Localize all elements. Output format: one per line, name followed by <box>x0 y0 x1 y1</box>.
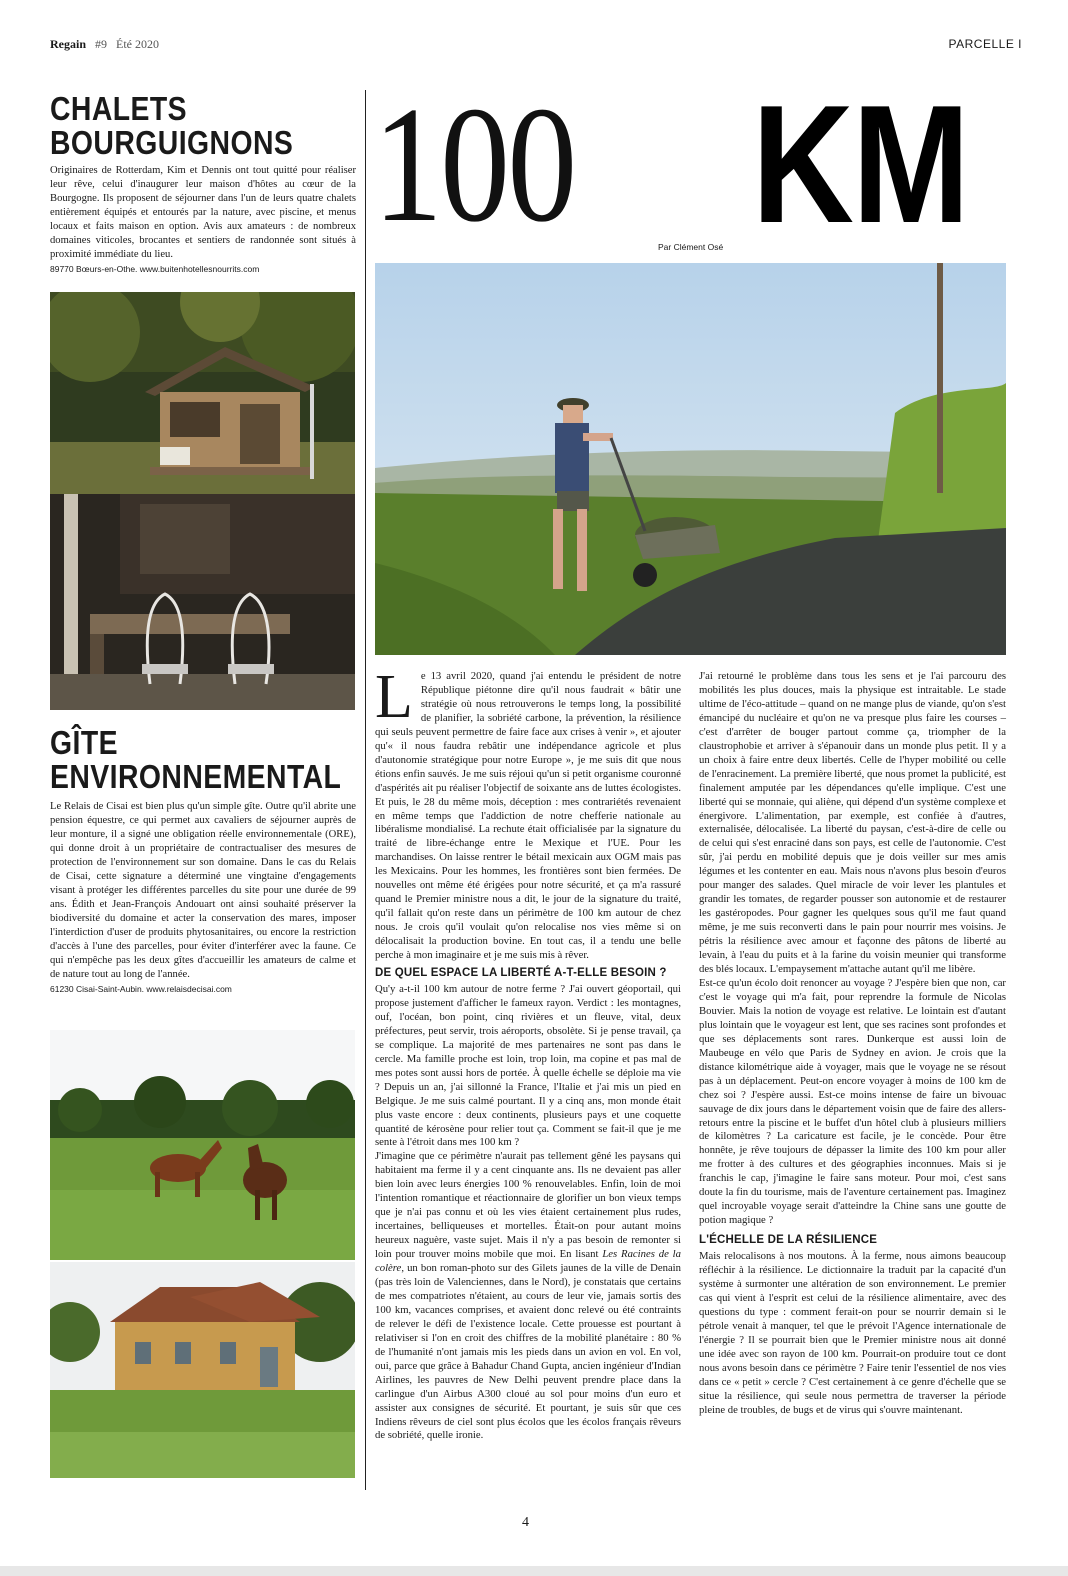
article-subheading: DE QUEL ESPACE LA LIBERTÉ A-T-ELLE BESOIN ? <box>375 967 667 980</box>
article-column-1 <box>375 663 681 1443</box>
terrace-photo <box>50 494 355 710</box>
sidebar-item-chalets <box>50 92 356 274</box>
article-paragraph <box>375 1150 681 1443</box>
paragraph-text: e 13 avril 2020, quand j'ai entendu le président de notre République piétonne dire qu'il nous faudrait « bâtir une stratégie où nous retrouverons le temps long, la possibilité de planifier, la sobriété carbone, la prévention, la résilience qui seuls peuvent permettre de faire face aux crises à venir », et ajouter qu'« il nous faudra rebâtir une indépendance agricole et plus d'autonomie stratégique pour notre Europe », je me suis dit que nous étions enfin sauvés. Je me suis réjoui qu'un si petit organisme couronné d'aspérités ait pu réaliser l'objectif de soixante ans de luttes écologistes. Et puis, le 28 du même mois, déception : mes contrariétés revenaient en même temps que l'addiction de notre chefferie nationale au libéralisme mondialisé. La rechute était officialisée par la signature du traité de libre-échange entre le Mexique et l'UE. Pour les marchandises. On laisse rentrer le bétail mexicain aux OGM mais pas les Mexicains. Pour les hommes, les frontières sont bien fermées. De nouvelles ont même été érigées pour notre sécurité, et ça m'a rassuré quand le Premier ministre nous a dit, le jour de la signature du traité, qu'il fallait qu'on reste dans un périmètre de 100 km autour de chez nous. Je crois qu'il voulait qu'on relocalise nos vies même si on délocalisait la production bovine. En tout cas, il a tendu une belle perche à mon imaginaire et je me suis mis à rêver. <box>375 670 681 962</box>
sidebar-title-line: ENVIRONNEMENTAL <box>50 758 342 795</box>
paragraph-text: J'imagine que ce périmètre n'aurait pas tellement gêné les paysans qui habitaient ma ferme il y a cent cinquante ans. Ils ne devaient pas aller bien loin avec leurs énergies 100 % renouvelables. Enfin, loin de moi l'intention romantique et réactionnaire de glorifier un bon vieux temps que je n'ai pas connu et où les vies étaient certainement plus rudes, incertaines, belliqueuses et mortelles. Était-on pour autant moins heureux naguère, vaste sujet. Mais il n'y a pas besoin de remonter si loin pour trouver moins mobile que moi. En lisant <box>375 1150 681 1261</box>
sidebar-address: 61230 Cisai-Saint-Aubin. www.relaisdecisai.com <box>50 984 232 994</box>
article-paragraph <box>375 663 681 963</box>
magazine-name: Regain <box>50 37 86 51</box>
masthead <box>50 37 159 52</box>
page-number: 4 <box>522 1515 529 1530</box>
column-divider <box>365 90 366 1490</box>
farmhouse-photo <box>50 1262 355 1478</box>
article-paragraph: J'ai retourné le problème dans tous les sens et je l'ai parcouru des mobilités les plus douces, mais la physique est intraitable. Le stade ultime de l'éco-attitude – quand on ne mange plus de viande, qu'on s'est émancipé du nucléaire et qu'on ne va presque plus faire les courses – c'est d'arrêter de bouger partout comme ça, triompher de la claustrophobie et arriver à s'épanouir dans un monde plus petit. Il y a un choix à faire entre deux libertés. Celle de l'hyper mobilité ou celle de l'enracinement. La première liberté, que nous promet la publicité, est finalement amputée par les dépendances qu'elle implique. C'est une liberté qui se monnaie, qui aliène, qui dépend d'un système complexe et énergivore. L'alimentation, par exemple, est confiée à d'autres, externalisée, délocalisée. La liberté du paysan, c'est-à-dire de celle ou de celui qui s'est enraciné dans son pays, est celle de l'autonomie. C'est sûr, j'ai perdu en mobilité depuis que je dois veiller sur mes amis légumes et les contenter en eau. Mais nous n'avons plus besoin d'euros pour manger des salades. Quel miracle de voir lever les plantules et grandir les tomates, de regarder pousser son autonomie et de restaurer les gastéropodes. Pour gagner les quelques sous qu'il me faut quand même, je me suis reconverti dans le pain pour nourrir mes voisins. Je pétris la résilience avec amour et façonne des pâtons de liberté au levain, à l'eau du puits et à la farine du voisin meunier qui transforme des blés locaux. L'empaysement m'attache autant qu'il me libère. <box>699 670 1006 976</box>
article-title-number: 100 <box>373 72 575 256</box>
sidebar-address: 89770 Bœurs-en-Othe. www.buitenhotellesnourrits.com <box>50 264 260 274</box>
article-column-2 <box>699 670 1006 1418</box>
page-edge <box>0 1566 1068 1576</box>
byline: Par Clément Osé <box>658 242 724 252</box>
article-title-unit: KM <box>752 70 969 258</box>
sidebar-title-line: GÎTE <box>50 724 118 761</box>
sidebar-item-gite <box>50 726 356 994</box>
article-subheading: L'ÉCHELLE DE LA RÉSILIENCE <box>699 1234 878 1247</box>
article-paragraph: Qu'y a-t-il 100 km autour de notre ferme ? J'ai ouvert géoportail, qui propose justement d'afficher le fameux rayon. Verdict : les montagnes, ouf, l'océan, bon point, cinq rivières et un fleuve, vital, deux préfectures, peut servir, trois aéroports, obsolète. Si je pense travail, ça se complique. La majorité de mes partenaires ne sont pas dans le cercle. Ma famille proche est loin, trop loin, ma copine et pas mal de mes potes sont aussi hors de portée. À quelle échelle se déploie ma vie ? Depuis un an, j'ai sillonné la France, l'Italie et j'ai mis un pied en Belgique. Je me suis calmé pourtant. Il y a cinq ans, mon monde était plus vaste encore : deux continents, plusieurs pays et une coquette quantité de kérosène pour relier tout ça. Comment se fait-il que je me sente à l'étroit dans mes 100 km ? <box>375 982 681 1149</box>
issue-number: #9 <box>95 37 107 51</box>
sidebar-title-line: BOURGUIGNONS <box>50 124 294 161</box>
drop-cap: L <box>375 663 413 731</box>
sidebar-title <box>50 724 342 795</box>
sidebar-body: Originaires de Rotterdam, Kim et Dennis ont tout quitté pour réaliser leur rêve, celui d'inaugurer leur maison d'hôtes au cœur de la Bourgogne. Ils proposent de séjourner dans l'un de leurs quatre chalets entièrement équipés et entourés par la nature, avec piscine, et menus locaux et faits maison en option. Avis aux amateurs : de nombreux domaines viticoles, brocantes et sentiers de randonnée sont situés à proximité immédiate du lieu. <box>50 165 356 260</box>
issue-season: Été 2020 <box>116 37 159 51</box>
sidebar-title-line: CHALETS <box>50 90 188 127</box>
section-label: PARCELLE I <box>948 37 1022 51</box>
book-title: Les Racines de la colère <box>375 1248 681 1275</box>
horses-photo <box>50 1030 355 1260</box>
hero-photo <box>375 263 1006 655</box>
chalet-photo <box>50 292 355 494</box>
article-paragraph: Mais relocalisons à nos moutons. À la ferme, nous aimons beaucoup réfléchir à la résilience. Le dictionnaire la traduit par la capacité d'un système à surmonter une altération de son environnement. Le premier cas qui vient à l'esprit est celui de la résilience alimentaire, avec des questions du type : comment ferait-on pour se nourrir demain si le pétrole venait à manquer, tel que le prévoit l'Agence internationale de l'énergie ? Il se pourrait bien que le Premier ministre nous ait donné une idée avec son rayon de 100 km. Pourrait-on produire tout ce dont nous avons besoin dans ce périmètre ? Faire tenir l'essentiel de nos vies dans ce « petit » cercle ? C'est certainement à ce genre d'échelle que se situe la résilience, qui seule nous permettra de traverser la période pleine de troubles, de bugs et de virus qui s'ouvre maintenant. <box>699 1250 1006 1416</box>
paragraph-text: , un bon roman-photo sur des Gilets jaunes de la ville de Denain (pas très loin de Valenciennes, dans le Nord), je constatais que certains de mes compatriotes n'étaient, au cours de leur vie, jamais sortis des 100 km, vacances comprises, et avaient donc relevé ou été contraints de relever le défi de l'existence locale. Cette prouesse est pourtant à relativiser si l'on en croit des chiffres de la mobilité planétaire : 80 % de l'humanité n'ont jamais mis les pieds dans un avion en vol. En vol, oui, parce que grâce à Bahadur Chand Gupta, ancien ingénieur d'Indian Airlines, les pauvres de New Delhi peuvent prendre place dans la carlingue d'un Airbus A300 cloué au sol pour moins d'un euro et assister aux consignes de sécurité. Et pourtant, je suis sûr que ces Indiens rêveurs de ciel sont plus écolos que les écolos français rêveurs de sobriété, quelle ironie. <box>375 1262 681 1442</box>
sidebar-title <box>50 92 313 160</box>
sidebar-body: Le Relais de Cisai est bien plus qu'un simple gîte. Outre qu'il abrite une pension équestre, ce qui permet aux cavaliers de séjourner auprès de leur monture, il a signé une obligation réelle environnementale (ORE), qui donne droit à un propriétaire de contractualiser des mesures de protection de l'environnement sur son domaine. Dans le cas du Relais de Cisai, cette signature a déterminé une vingtaine d'engagements visant à protéger les différentes parcelles du site pour une durée de 99 ans. Édith et Jean-François Andouart ont ainsi souhaité préserver la biodiversité du domaine et acter la conservation des mares, imposer l'interdiction d'user de produits phytosanitaires, ou encore la restriction d'accès à l'une des parcelles, pour éviter d'interférer avec la faune. Ce qui n'empêche pas les deux gîtes d'accueillir les amateurs de calme et de nature tout au long de l'année. <box>50 801 356 980</box>
article-paragraph: Est-ce qu'un écolo doit renoncer au voyage ? J'espère bien que non, car c'est le voyage qui m'a fait, pour reprendre la formule de Nicolas Bouvier. Mais la notion de voyage est relative. Le lointain est d'autant plus lointain que le voyageur est lent, que ses racines sont profondes et que ses déplacements sont rares. Dunkerque est aussi loin de Maubeuge en vélo que Paris de Sydney en avion. Je crois que la distance kilométrique aide à voyager, mais que le voyage ne se résout pas à un déplacement. Peut-on encore voyager à moins de 100 km de chez soi ? J'espère aussi. Est-ce moins intense de faire un bivouac sauvage de dix jours dans le département voisin que de faire des allers-retours entre la piscine et le buffet d'un hôtel club à plusieurs milliers de kilomètres ? La caricature est facile, je le concède. Pour être honnête, je rêve toujours de dépasser la limite des 100 km pour aller me frotter à des cultures et des géographies inconnues. Mais si je franchis le cap, j'imagine le faire sans moteur. Pour moi, c'est sans doute la fin du tourisme, mais de l'aventure certainement pas. Imaginez quel incroyable voyage serait d'atteindre la Chine sans une goutte de potion magique ? <box>699 976 1006 1227</box>
